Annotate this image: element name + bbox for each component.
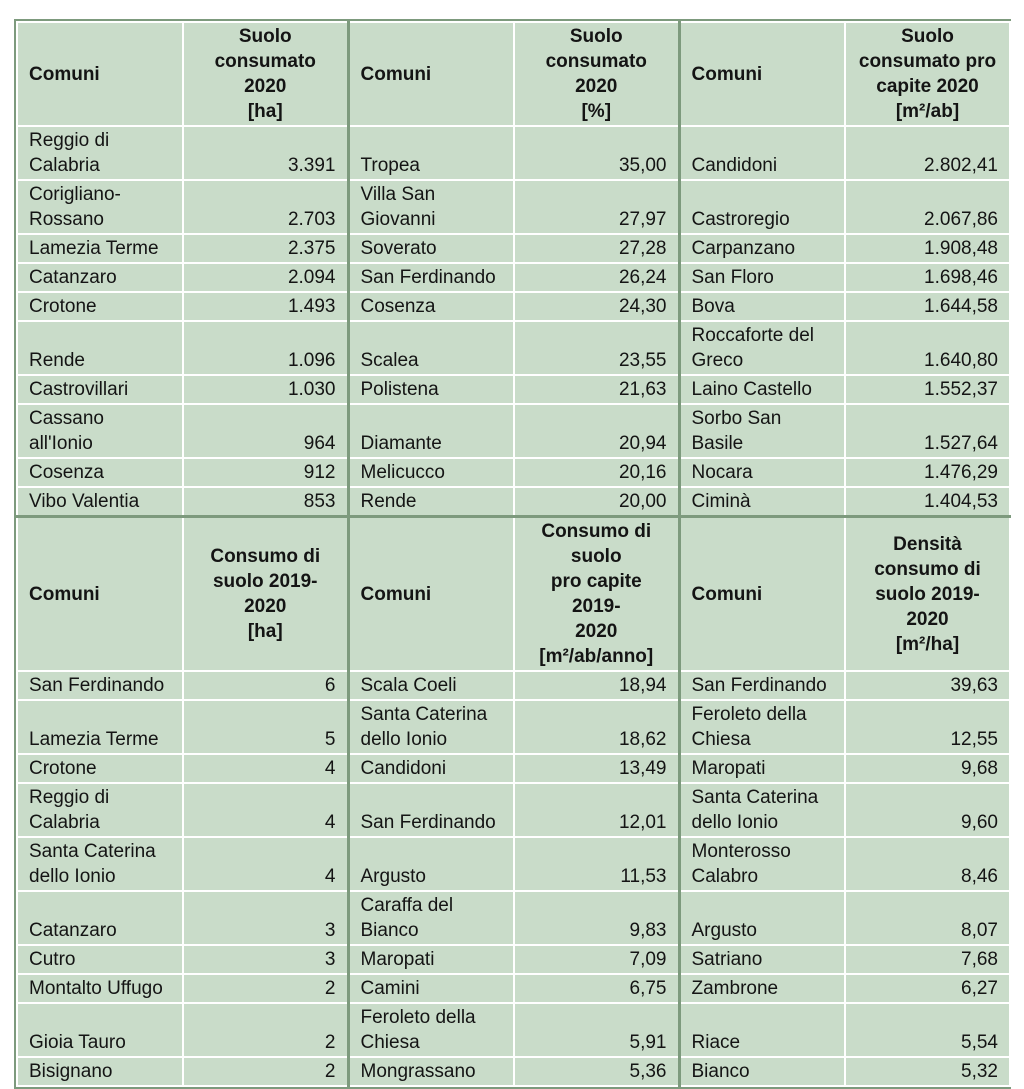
- value-cell: 24,30: [514, 292, 679, 321]
- municipality-cell: Camini: [348, 974, 514, 1003]
- table-row: [17, 404, 1010, 458]
- municipality-cell: Crotone: [17, 754, 183, 783]
- column-header-metric: Suolo consumato 2020 [%]: [514, 22, 679, 126]
- value-cell: 2.067,86: [845, 180, 1010, 234]
- municipality-cell: San Ferdinando: [679, 671, 845, 700]
- value-cell: 8,46: [845, 837, 1010, 891]
- value-cell: 1.640,80: [845, 321, 1010, 375]
- municipality-cell: Catanzaro: [17, 891, 183, 945]
- municipality-cell: San Floro: [679, 263, 845, 292]
- column-header-metric: Consumo di suolo 2019-2020 [ha]: [183, 517, 348, 672]
- municipality-cell: Bianco: [679, 1057, 845, 1086]
- table-row: [17, 700, 1010, 754]
- value-cell: 1.096: [183, 321, 348, 375]
- value-cell: 9,68: [845, 754, 1010, 783]
- column-header-comuni: Comuni: [17, 22, 183, 126]
- column-header-comuni: Comuni: [679, 517, 845, 672]
- municipality-cell: Scalea: [348, 321, 514, 375]
- value-cell: 27,97: [514, 180, 679, 234]
- value-cell: 5,54: [845, 1003, 1010, 1057]
- section1-body: [17, 126, 1010, 517]
- table-row: [17, 754, 1010, 783]
- table-row: [17, 321, 1010, 375]
- municipality-cell: Soverato: [348, 234, 514, 263]
- value-cell: 5,91: [514, 1003, 679, 1057]
- value-cell: 2.094: [183, 263, 348, 292]
- municipality-cell: Castrovillari: [17, 375, 183, 404]
- municipality-cell: Argusto: [679, 891, 845, 945]
- value-cell: 964: [183, 404, 348, 458]
- municipality-cell: Candidoni: [348, 754, 514, 783]
- municipality-cell: Santa Caterina dello Ionio: [17, 837, 183, 891]
- value-cell: 1.698,46: [845, 263, 1010, 292]
- municipality-cell: Caraffa del Bianco: [348, 891, 514, 945]
- table-row: [17, 974, 1010, 1003]
- municipality-cell: Satriano: [679, 945, 845, 974]
- municipality-cell: Ciminà: [679, 487, 845, 517]
- municipality-cell: Maropati: [348, 945, 514, 974]
- soil-consumption-table-frame: [14, 19, 1011, 1089]
- municipality-cell: Vibo Valentia: [17, 487, 183, 517]
- municipality-cell: Gioia Tauro: [17, 1003, 183, 1057]
- column-header-metric: Suolo consumato pro capite 2020 [m²/ab]: [845, 22, 1010, 126]
- municipality-cell: Melicucco: [348, 458, 514, 487]
- municipality-cell: Scala Coeli: [348, 671, 514, 700]
- value-cell: 18,62: [514, 700, 679, 754]
- municipality-cell: Bisignano: [17, 1057, 183, 1086]
- table-row: [17, 1003, 1010, 1057]
- table-row: [17, 671, 1010, 700]
- table-row: [17, 126, 1010, 180]
- municipality-cell: San Ferdinando: [348, 263, 514, 292]
- column-header-comuni: Comuni: [679, 22, 845, 126]
- municipality-cell: Cassano all'Ionio: [17, 404, 183, 458]
- value-cell: 8,07: [845, 891, 1010, 945]
- value-cell: 1.030: [183, 375, 348, 404]
- table-row: [17, 837, 1010, 891]
- section1-header-row: [17, 22, 1010, 126]
- table-row: [17, 263, 1010, 292]
- table-row: [17, 783, 1010, 837]
- municipality-cell: Diamante: [348, 404, 514, 458]
- municipality-cell: Carpanzano: [679, 234, 845, 263]
- municipality-cell: Rende: [348, 487, 514, 517]
- value-cell: 2: [183, 974, 348, 1003]
- value-cell: 4: [183, 783, 348, 837]
- municipality-cell: Feroleto della Chiesa: [679, 700, 845, 754]
- table-row: [17, 375, 1010, 404]
- municipality-cell: Lamezia Terme: [17, 234, 183, 263]
- section1-header: [17, 22, 1010, 126]
- column-header-comuni: Comuni: [348, 22, 514, 126]
- municipality-cell: Maropati: [679, 754, 845, 783]
- municipality-cell: Crotone: [17, 292, 183, 321]
- municipality-cell: Riace: [679, 1003, 845, 1057]
- value-cell: 6,75: [514, 974, 679, 1003]
- value-cell: 5,32: [845, 1057, 1010, 1086]
- municipality-cell: Reggio di Calabria: [17, 783, 183, 837]
- municipality-cell: Santa Caterina dello Ionio: [679, 783, 845, 837]
- value-cell: 912: [183, 458, 348, 487]
- municipality-cell: San Ferdinando: [348, 783, 514, 837]
- value-cell: 18,94: [514, 671, 679, 700]
- value-cell: 6: [183, 671, 348, 700]
- column-header-metric: Consumo di suolo pro capite 2019- 2020 [m²/ab/anno]: [514, 517, 679, 672]
- municipality-cell: Santa Caterina dello Ionio: [348, 700, 514, 754]
- municipality-cell: Argusto: [348, 837, 514, 891]
- municipality-cell: Castroregio: [679, 180, 845, 234]
- value-cell: 7,09: [514, 945, 679, 974]
- value-cell: 12,55: [845, 700, 1010, 754]
- value-cell: 13,49: [514, 754, 679, 783]
- value-cell: 9,60: [845, 783, 1010, 837]
- value-cell: 9,83: [514, 891, 679, 945]
- value-cell: 5: [183, 700, 348, 754]
- value-cell: 20,16: [514, 458, 679, 487]
- value-cell: 20,94: [514, 404, 679, 458]
- table-row: [17, 292, 1010, 321]
- value-cell: 5,36: [514, 1057, 679, 1086]
- value-cell: 12,01: [514, 783, 679, 837]
- table-row: [17, 487, 1010, 517]
- value-cell: 6,27: [845, 974, 1010, 1003]
- municipality-cell: Catanzaro: [17, 263, 183, 292]
- value-cell: 3: [183, 891, 348, 945]
- table-row: [17, 458, 1010, 487]
- value-cell: 3.391: [183, 126, 348, 180]
- municipality-cell: Cosenza: [17, 458, 183, 487]
- value-cell: 27,28: [514, 234, 679, 263]
- section2-header: [17, 517, 1010, 672]
- value-cell: 35,00: [514, 126, 679, 180]
- municipality-cell: San Ferdinando: [17, 671, 183, 700]
- municipality-cell: Villa San Giovanni: [348, 180, 514, 234]
- municipality-cell: Nocara: [679, 458, 845, 487]
- municipality-cell: Roccaforte del Greco: [679, 321, 845, 375]
- value-cell: 1.552,37: [845, 375, 1010, 404]
- section2-header-row: [17, 517, 1010, 672]
- municipality-cell: Rende: [17, 321, 183, 375]
- municipality-cell: Laino Castello: [679, 375, 845, 404]
- municipality-cell: Polistena: [348, 375, 514, 404]
- column-header-comuni: Comuni: [17, 517, 183, 672]
- table-row: [17, 891, 1010, 945]
- value-cell: 2.703: [183, 180, 348, 234]
- value-cell: 2: [183, 1057, 348, 1086]
- table-row: [17, 945, 1010, 974]
- municipality-cell: Bova: [679, 292, 845, 321]
- municipality-cell: Zambrone: [679, 974, 845, 1003]
- value-cell: 4: [183, 837, 348, 891]
- value-cell: 2: [183, 1003, 348, 1057]
- value-cell: 1.404,53: [845, 487, 1010, 517]
- value-cell: 2.375: [183, 234, 348, 263]
- value-cell: 853: [183, 487, 348, 517]
- value-cell: 21,63: [514, 375, 679, 404]
- municipality-cell: Montalto Uffugo: [17, 974, 183, 1003]
- value-cell: 20,00: [514, 487, 679, 517]
- soil-consumption-table: [16, 21, 1011, 1087]
- column-header-metric: Suolo consumato 2020 [ha]: [183, 22, 348, 126]
- value-cell: 2.802,41: [845, 126, 1010, 180]
- section2-body: [17, 671, 1010, 1086]
- value-cell: 1.476,29: [845, 458, 1010, 487]
- table-row: [17, 234, 1010, 263]
- column-header-comuni: Comuni: [348, 517, 514, 672]
- table-row: [17, 1057, 1010, 1086]
- municipality-cell: Corigliano- Rossano: [17, 180, 183, 234]
- municipality-cell: Lamezia Terme: [17, 700, 183, 754]
- value-cell: 1.493: [183, 292, 348, 321]
- value-cell: 1.527,64: [845, 404, 1010, 458]
- municipality-cell: Sorbo San Basile: [679, 404, 845, 458]
- value-cell: 4: [183, 754, 348, 783]
- municipality-cell: Feroleto della Chiesa: [348, 1003, 514, 1057]
- value-cell: 7,68: [845, 945, 1010, 974]
- table-row: [17, 180, 1010, 234]
- value-cell: 1.644,58: [845, 292, 1010, 321]
- municipality-cell: Monterosso Calabro: [679, 837, 845, 891]
- value-cell: 39,63: [845, 671, 1010, 700]
- column-header-metric: Densità consumo di suolo 2019-2020 [m²/ha]: [845, 517, 1010, 672]
- value-cell: 3: [183, 945, 348, 974]
- municipality-cell: Reggio di Calabria: [17, 126, 183, 180]
- value-cell: 1.908,48: [845, 234, 1010, 263]
- municipality-cell: Cutro: [17, 945, 183, 974]
- value-cell: 23,55: [514, 321, 679, 375]
- value-cell: 26,24: [514, 263, 679, 292]
- municipality-cell: Tropea: [348, 126, 514, 180]
- municipality-cell: Cosenza: [348, 292, 514, 321]
- municipality-cell: Candidoni: [679, 126, 845, 180]
- municipality-cell: Mongrassano: [348, 1057, 514, 1086]
- value-cell: 11,53: [514, 837, 679, 891]
